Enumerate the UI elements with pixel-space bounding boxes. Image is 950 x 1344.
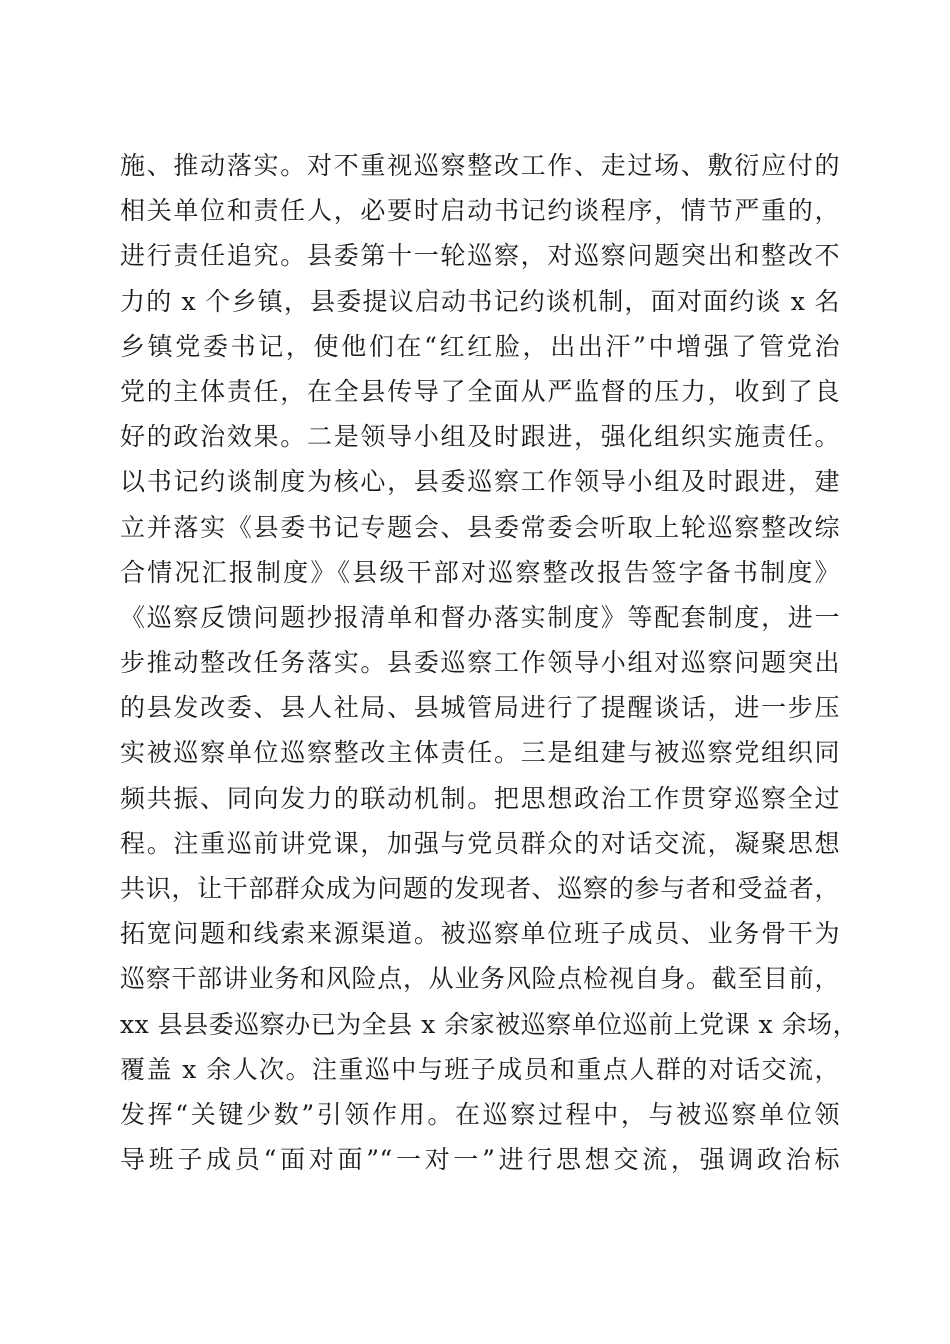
text-line: 步推动整改任务落实。县委巡察工作领导小组对巡察问题突出	[120, 648, 840, 678]
text-line: 合情况汇报制度》《县级干部对巡察整改报告签字备书制度》	[120, 557, 840, 587]
text-line: 共识，让干部群众成为问题的发现者、巡察的参与者和受益者，	[120, 874, 840, 903]
text-line: 导班子成员“面对面”“一对一”进行思想交流，强调政治标	[120, 1145, 840, 1175]
text-line: 党的主体责任，在全县传导了全面从严监督的压力，收到了良	[120, 376, 840, 406]
text-line: 巡察干部讲业务和风险点，从业务风险点检视自身。截至目前，	[120, 964, 840, 994]
text-line: 进行责任追究。县委第十一轮巡察，对巡察问题突出和整改不	[120, 241, 840, 271]
text-line: xx 县县委巡察办已为全县 x 余家被巡察单位巡前上党课 x 余场，	[120, 1009, 859, 1039]
text-line: 相关单位和责任人，必要时启动书记约谈程序，情节严重的，	[120, 196, 840, 226]
text-line: 实被巡察单位巡察整改主体责任。三是组建与被巡察党组织同	[120, 738, 840, 768]
text-line: 发挥“关键少数”引领作用。在巡察过程中，与被巡察单位领	[120, 1099, 840, 1129]
text-line: 《巡察反馈问题抄报清单和督办落实制度》等配套制度，进一	[120, 602, 840, 632]
text-line: 程。注重巡前讲党课，加强与党员群众的对话交流，凝聚思想	[120, 828, 840, 858]
text-line: 拓宽问题和线索来源渠道。被巡察单位班子成员、业务骨干为	[120, 919, 840, 949]
text-line: 覆盖 x 余人次。注重巡中与班子成员和重点人群的对话交流，	[120, 1054, 840, 1084]
text-line: 力的 x 个乡镇，县委提议启动书记约谈机制，面对面约谈 x 名	[120, 286, 840, 316]
text-line: 好的政治效果。二是领导小组及时跟进，强化组织实施责任。	[120, 422, 840, 452]
text-line: 立并落实《县委书记专题会、县委常委会听取上轮巡察整改综	[120, 512, 840, 542]
text-line: 施、推动落实。对不重视巡察整改工作、走过场、敷衍应付的	[120, 151, 840, 180]
body-text	[120, 143, 859, 1182]
text-line: 频共振、同向发力的联动机制。把思想政治工作贯穿巡察全过	[120, 783, 840, 813]
text-line: 的县发改委、县人社局、县城管局进行了提醒谈话，进一步压	[120, 693, 840, 723]
text-line: 以书记约谈制度为核心，县委巡察工作领导小组及时跟进，建	[120, 467, 840, 497]
text-line: 乡镇党委书记，使他们在“红红脸，出出汗”中增强了管党治	[120, 331, 840, 361]
